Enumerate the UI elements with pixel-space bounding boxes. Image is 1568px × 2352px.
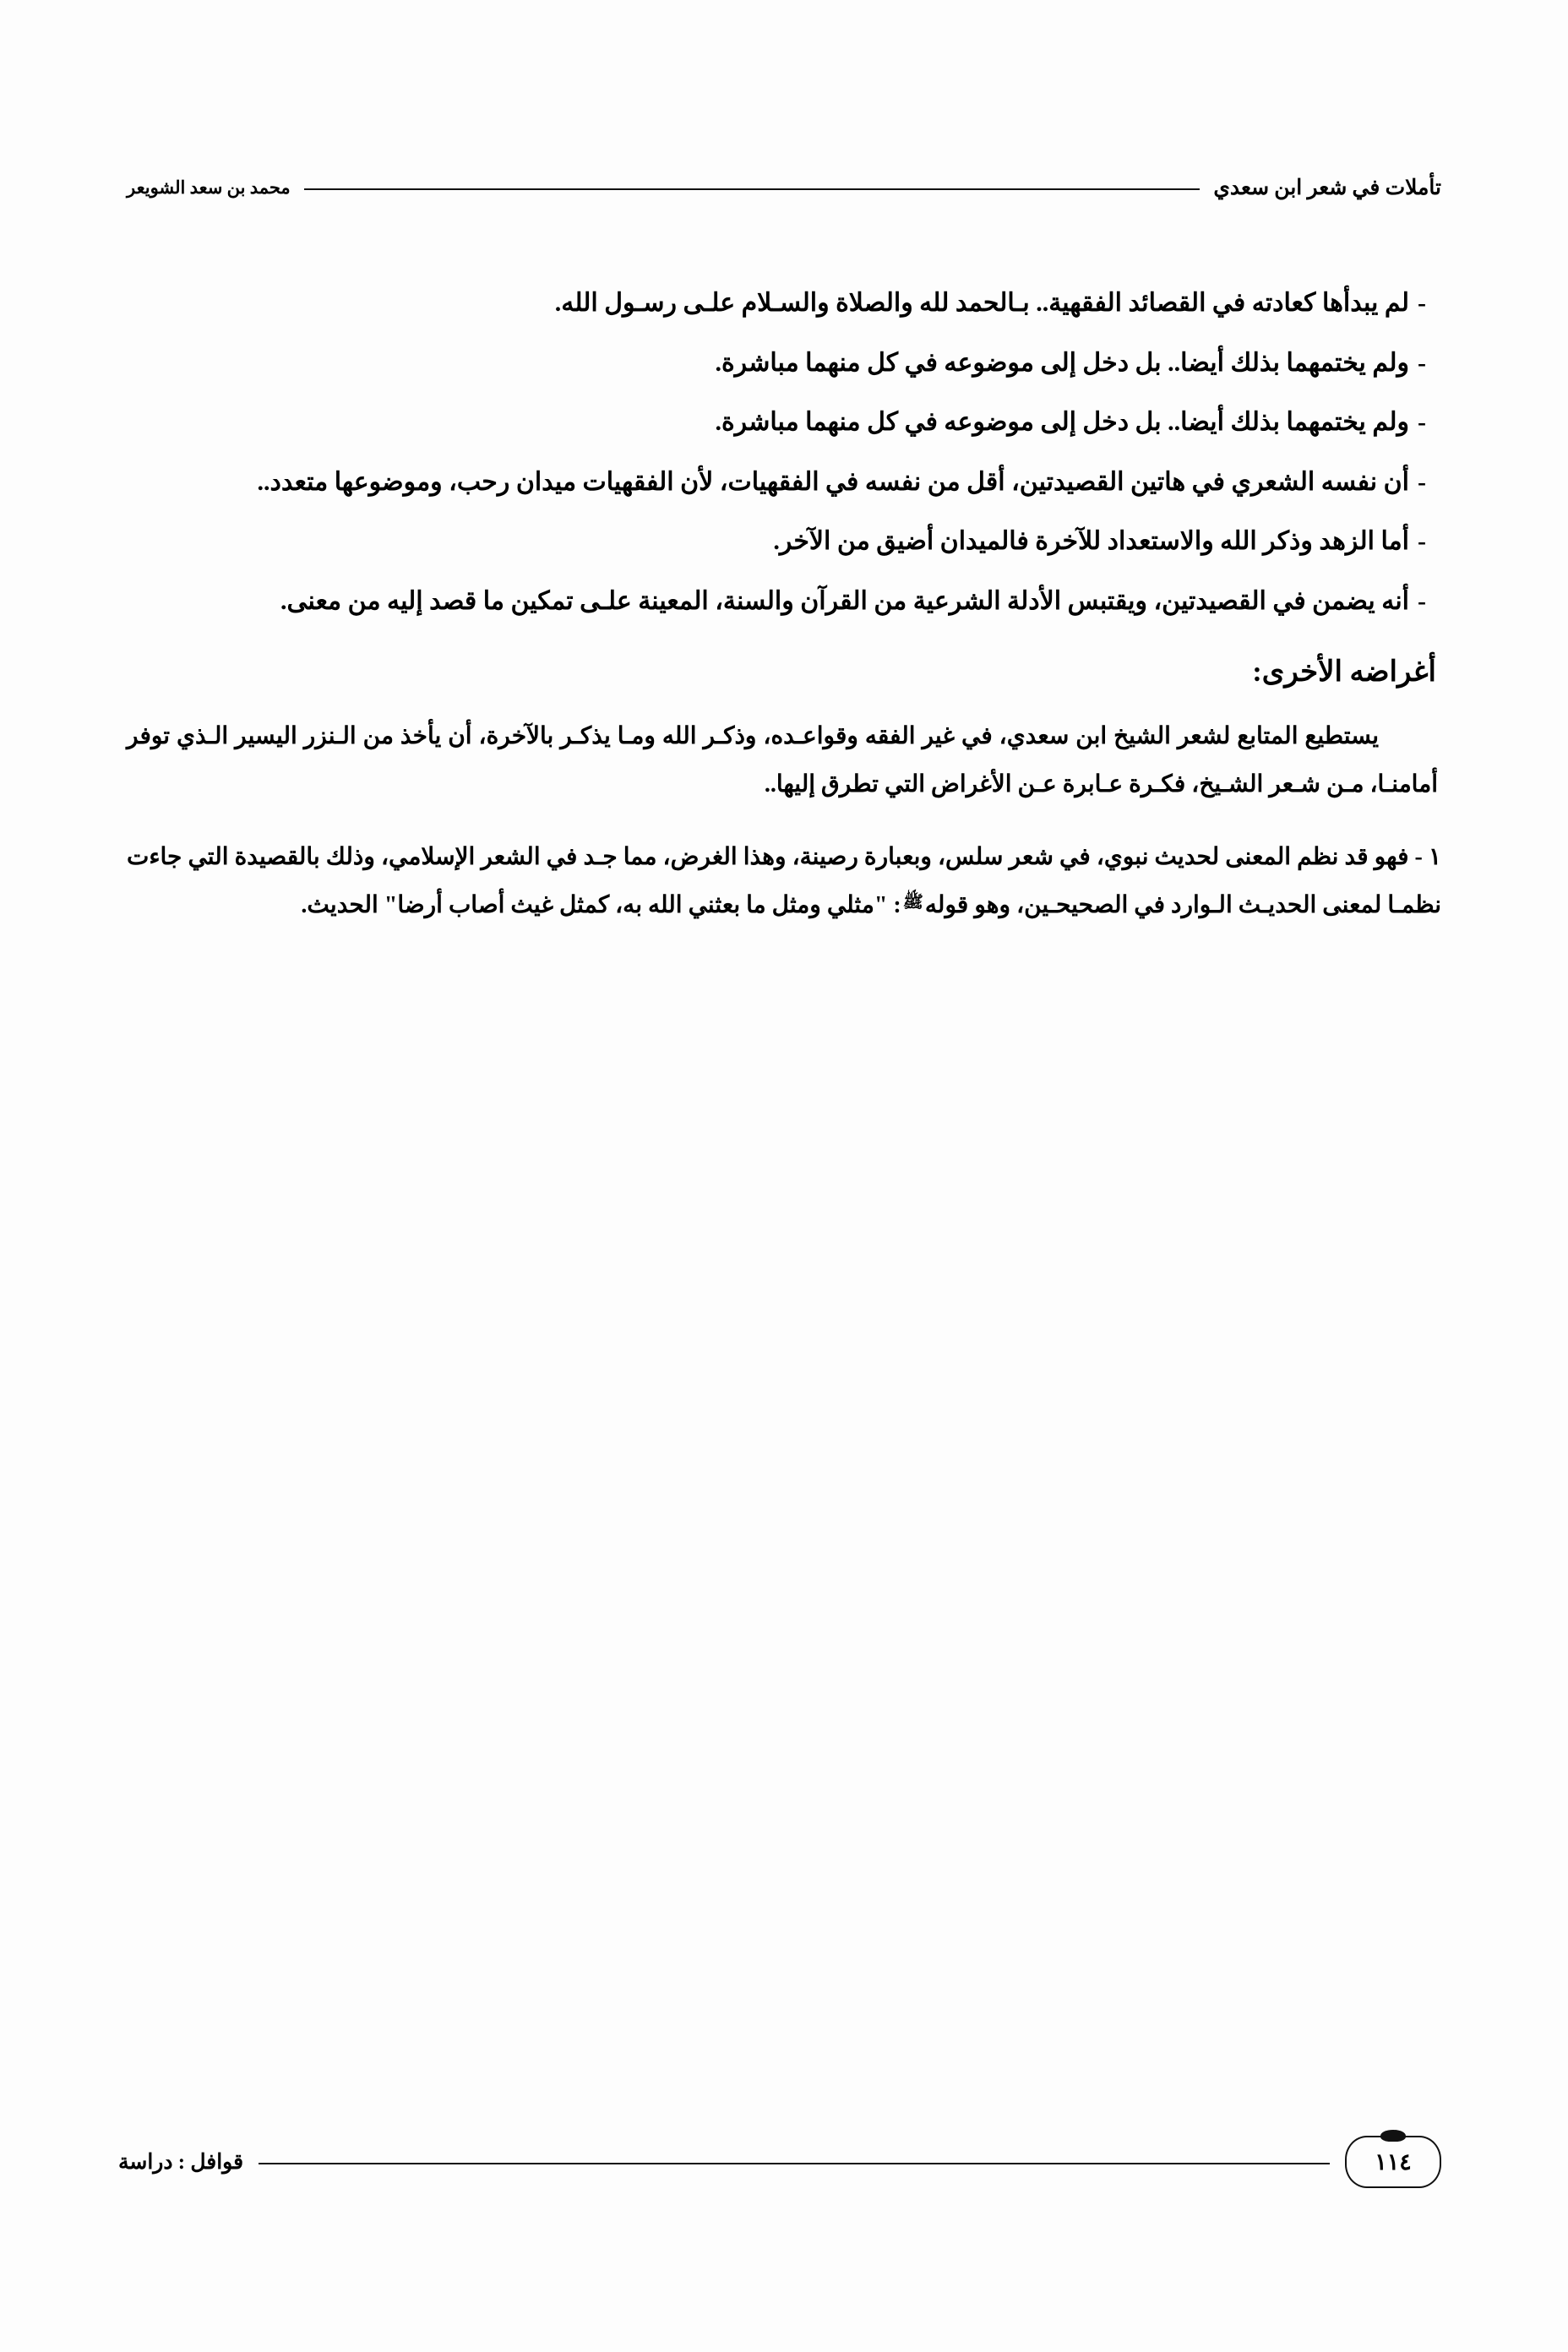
- page-content: [127, 279, 1441, 945]
- numbered-paragraph: [127, 833, 1441, 930]
- numbered-body: فهو قد نظم المعنى لحديث نبوي، في شعر سلس، وبعبارة رصينة، وهذا الغرض، مما جـد في الشعر الإسلامي، وذلك بالقصيدة التي جاءت نظمـا لمعنى الحديـث الـوارد في الصحيحـين، وهو قوله: [127, 843, 1441, 919]
- numbered-tail: : "مثلي ومثل ما بعثني الله به، كمثل غيث أصاب أرضا" الحديث.: [301, 892, 901, 919]
- section-heading: أغراضه الأخرى:: [1252, 656, 1436, 688]
- numbered-marker: ١ -: [1408, 843, 1441, 870]
- badge-knot-ornament: [1380, 2130, 1406, 2142]
- header-book-title: تأملات في شعر ابن سعدي: [1213, 177, 1441, 199]
- header-author-name: محمد بن سعد الشويعر: [127, 177, 291, 198]
- list-item: [127, 458, 1441, 508]
- bullet-dash: -: [1418, 408, 1426, 436]
- page-number-badge: [1345, 2136, 1441, 2188]
- bullet-text: أن نفسه الشعري في هاتين القصيدتين، أقل من نفسه في الفقهيات، لأن الفقهيات ميدان رحب، وموضوعها متعدد..: [257, 467, 1409, 496]
- bullet-text: أنه يضمن في القصيدتين، ويقتبس الأدلة الشرعية من القرآن والسنة، المعينة علـى تمكين ما قصد إليه من معنى.: [280, 586, 1409, 615]
- footer-divider-rule: [259, 2163, 1330, 2164]
- bullet-text: ولم يختمهما بذلك أيضا.. بل دخل إلى موضوعه في كل منهما مباشرة.: [715, 348, 1409, 377]
- bullet-text: ولم يختمهما بذلك أيضا.. بل دخل إلى موضوعه في كل منهما مباشرة.: [715, 408, 1409, 436]
- list-item: [127, 279, 1441, 329]
- bullet-list: [127, 279, 1441, 626]
- bullet-dash: -: [1418, 586, 1426, 615]
- list-item: [127, 577, 1441, 627]
- bullet-text: لم يبدأها كعادته في القصائد الفقهية.. بـالحمد لله والصلاة والسـلام علـى رسـول الله.: [554, 289, 1409, 317]
- bullet-text: أما الزهد وذكر الله والاستعداد للآخرة فالميدان أضيق من الآخر.: [773, 527, 1409, 555]
- page-number: ١١٤: [1375, 2148, 1412, 2175]
- bullet-dash: -: [1418, 289, 1426, 317]
- footer-series-label: قوافل : دراسة: [118, 2151, 244, 2174]
- list-item: [127, 339, 1441, 389]
- salla-allahu-alayhi-wasallam-icon: ﷺ: [902, 893, 923, 912]
- bullet-dash: -: [1418, 527, 1426, 555]
- header-divider-rule: [304, 188, 1200, 190]
- page-footer: [118, 2132, 1441, 2191]
- page-header: [127, 167, 1441, 208]
- body-paragraph: يستطيع المتابع لشعر الشيخ ابن سعدي، في غير الفقه وقواعـده، وذكـر الله ومـا يذكـر بالآخرة، أن يأخذ من الـنزر اليسير الـذي توفر أمامنـا، مـن شـعر الشـيخ، فكـرة عـابرة عـن الأغراض التي تطرق إليها..: [127, 723, 1438, 798]
- bullet-dash: -: [1418, 467, 1426, 496]
- list-item: [127, 398, 1441, 448]
- bullet-dash: -: [1418, 348, 1426, 377]
- list-item: [127, 517, 1441, 567]
